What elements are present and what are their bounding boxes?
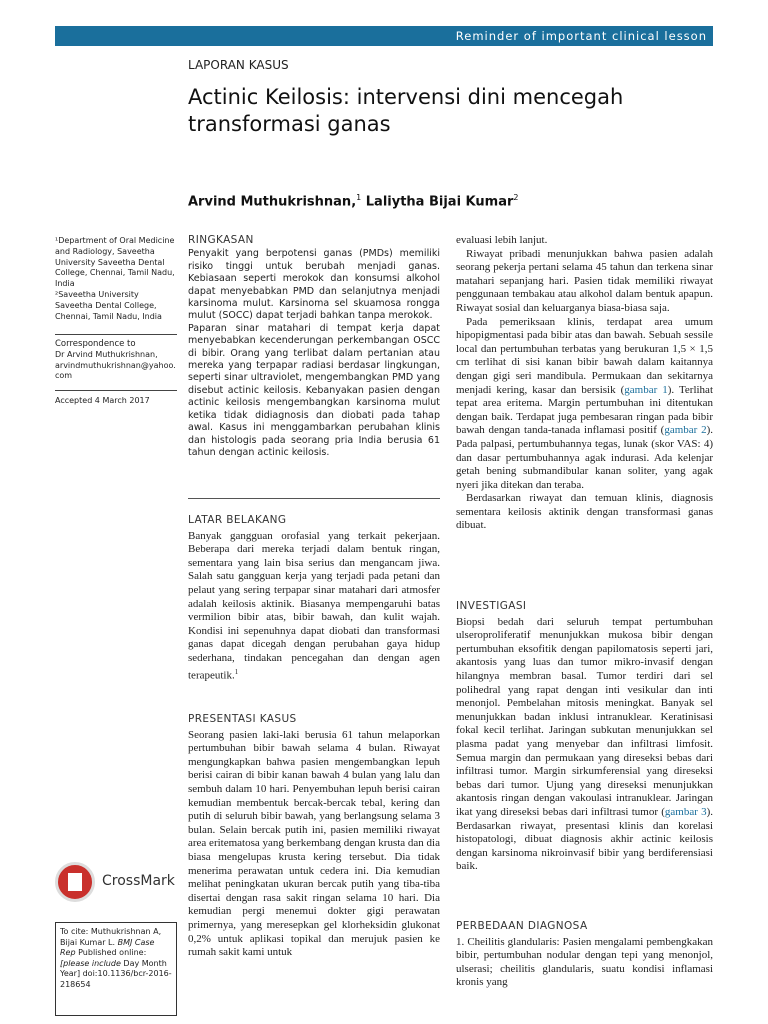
affiliations (55, 236, 177, 322)
top-banner: Reminder of important clinical lesson (55, 26, 713, 46)
background-section (188, 514, 440, 683)
author-list (188, 193, 518, 209)
citation-journal: BMJ Case Rep (60, 937, 155, 957)
correspondence-label: Correspondence to (55, 339, 136, 349)
investigation-heading: INVESTIGASI (456, 600, 527, 612)
citation-box (55, 922, 177, 1016)
investigation-text: ). Berdasarkan riwayat, presentasi klinis dan korelasi histopatologi, dibuat diagnosis akhir actinic keilosis dengan karsinoma nikroinvasif bibir yang berdiferensiasi baik. (456, 805, 713, 873)
differential-heading: PERBEDAAN DIAGNOSA (456, 920, 588, 932)
background-heading: LATAR BELAKANG (188, 514, 287, 526)
body-paragraph: Berdasarkan riwayat dan temuan klinis, diagnosis sementara keilosis aktinik dengan transformasi ganas dibuat. (456, 492, 713, 532)
crossmark-badge[interactable] (55, 860, 175, 910)
correspondence-email[interactable]: arvindmuthukrishnan@yahoo.com (55, 360, 176, 381)
citation-published: Published online: (78, 948, 147, 957)
differential-paragraph: 1. Cheilitis glandularis: Pasien mengalami pembengkakan bibir, pertumbuhan nodular dengan tepi yang menonjol, ulserasi; cheilitis glandularis, suatu kondisi inflamasi kronis yang (456, 935, 713, 989)
affiliation-2: ²Saveetha University Saveetha Dental College, Chennai, Tamil Nadu, India (55, 289, 162, 321)
accepted-date-text: Accepted 4 March 2017 (55, 396, 150, 405)
citation-prefix: To cite: Muthukrishnan A, Bijai Kumar L. (60, 927, 162, 947)
author-1-affiliation: 1 (356, 193, 362, 202)
abstract-paragraph: Paparan sinar matahari di tempat kerja dapat menyebabkan kecenderungan perkembangan OSCC di bibir. Orang yang terlibat dalam pertanian atau mereka yang terpapar radiasi berdasar lingkungan, seperti sinar ultraviolet, mengembangkan PMD yang disebut actinic keilosis. Kebanyakan pasien dengan actinic keilosis mengembangkan karsinoma mulut ketika tidak didiagnosis dan diobati pada tahap awal. Kasus ini menggambarkan perubahan klinis dan histologis pada seorang pria India berusia 61 tahun dengan actinic keilosis. (188, 322, 440, 458)
accepted-date (55, 396, 177, 407)
abstract-section (188, 234, 440, 459)
case-presentation-paragraph: Seorang pasien laki-laki berusia 61 tahun melaporkan pertumbuhan bibir bawah selama 4 bulan. Riwayat mengungkapkan bahwa pasien mengembangkan lepuh berisi cairan di bibir kanan bawah 4 bulan yang lalu dan sembuh dalam 10 hari. Penyembuhan lepuh berisi cairan kemudian membentuk bercak-bercak tebal, kering dan putih di seluruh bibir bawah, yang berlangsung selama 3 bulan. Selain bercak putih ini, pasien memiliki riwayat area eritematosa yang berkembang dengan krusta dan dia biasa mengelupas krusta kering tersebut. Dia tidak menerima perawatan untuk cedera ini. Dia kemudian melihat peningkatan ukuran bercak putih yang tiba-tiba disertai dengan rasa sakit ringan selama 10 hari. Dia kemudian pergi menemui dokter gigi perawatan primernya, yang meresepkan gel klorheksidin glukonat 0,2% untuk aplikasi topikal dan merujuk pasien ke rumah sakit kami untuk (188, 728, 440, 959)
reference-marker[interactable]: 1 (234, 667, 239, 676)
figure-2-link[interactable]: gambar 2 (664, 424, 707, 437)
citation-placeholder: [please include (60, 958, 121, 968)
article-title: Actinic Keilosis: intervensi dini mencegah transformasi ganas (188, 85, 624, 136)
crossmark-icon (55, 862, 95, 902)
case-presentation-section (188, 713, 440, 960)
author-1: Arvind Muthukrishnan, (188, 194, 357, 210)
correspondence (55, 339, 177, 382)
clinical-exam-text: Pada pemeriksaan klinis, terdapat area umum hipopigmentasi pada bibir atas dan bawah. Sebuah sessile local dan pertumbuhan terbatas yang berukuran 1,5 × 1,5 cm terlihat di sisi kanan bibir bawah dalam kaitannya dengan gigi seri mandibula. Permukaan dan sekitarnya menjadi kering, kasar dan bersisik ( (456, 315, 713, 396)
clinical-exam-paragraph (456, 316, 713, 493)
correspondence-name: Dr Arvind Muthukrishnan, (55, 349, 158, 359)
body-paragraph: evaluasi lebih lanjut. (456, 234, 548, 246)
figure-3-link[interactable]: gambar 3 (664, 805, 707, 818)
sidebar-divider (55, 390, 177, 391)
figure-1-link[interactable]: gambar 1 (624, 383, 668, 396)
background-text: Banyak gangguan orofasial yang terkait pekerjaan. Beberapa dari mereka terjadi dalam bentuk ringan, sementara yang lain bisa serius dan mengancam jiwa. Salah satu gangguan kerja yang terjadi pada petani dan pelaut yang sering terpapar sinar matahari dari atmosfer adalah keilosis aktinik. Biasanya mempengaruhi batas vermilion bibir atas, bibir bawah, dan kulit wajah. Kondisi ini sepenuhnya dapat diobati dan transformasi ganas dapat dicegah dengan perubahan gaya hidup sederhana, tindakan pencegahan dan dengan agen terapeutik. (188, 529, 440, 682)
investigation-section (456, 600, 713, 874)
author-2: Laliytha Bijai Kumar (365, 194, 514, 210)
affiliation-1: ¹Department of Oral Medicine and Radiology, Saveetha University Saveetha Dental College, Chennai, Tamil Nadu, India (55, 236, 175, 289)
abstract-divider (188, 498, 440, 499)
abstract-heading: RINGKASAN (188, 234, 254, 246)
author-2-affiliation: 2 (513, 193, 519, 202)
body-paragraph: Riwayat pribadi menunjukkan bahwa pasien adalah seorang pekerja pertani selama 45 tahun dan terkena sinar matahari sepanjang hari. Pasien tidak memiliki riwayat penggunaan tembakau atau alkohol dalam bentuk apapun. Riwayat sosial dan keluarganya biasa-biasa saja. (456, 247, 713, 314)
differential-diagnosis-section (456, 920, 713, 990)
article-type-label: LAPORAN KASUS (188, 58, 289, 72)
sidebar-divider (55, 334, 177, 335)
case-presentation-heading: PRESENTASI KASUS (188, 713, 297, 725)
background-paragraph (188, 530, 440, 683)
investigation-paragraph (456, 616, 713, 874)
abstract-paragraph: Penyakit yang berpotensi ganas (PMDs) memiliki risiko tinggi untuk berubah menjadi ganas. Kebiasaan seperti merokok dan konsumsi alkohol dapat menyebabkan PMD dan selanjutnya menjadi karsinoma mulut. Karsinoma sel skuamosa rongga mulut (SOCC) dapat terjadi bahkan tanpa merokok. (188, 248, 440, 322)
right-column (456, 234, 713, 533)
investigation-text: Biopsi bedah dari seluruh tempat pertumbuhan ulseroproliferatif menunjukkan mukosa bibir dengan pertumbuhan eksofitik dengan papilomatosis seperti jari, akantosis yang luas dan tumor mikro-invasif dengan hilangnya membran basal. Tumor terdiri dari sel polihedral yang rapat dengan inti vesikular dan inti menonjol. Pembelahan mitosis meningkat. Banyak sel menunjukkan badan inklusi intranuklear. Keratinisasi fokal kecil terlihat. Jaringan subkutan menunjukkan sel plasma padat yang menyebar dan infiltrasi limfosit. Semua margin dan permukaan yang direseksi bebas dari infiltrasi tumor. Margin sirkumferensial yang direseksi bebas dari tumor. Ujung yang direseksi menunjukkan akantosis ringan dengan vakoulasi intranuklear. Jaringan ikat yang direseksi bebas dari infiltrasi tumor ( (456, 615, 713, 818)
clinical-exam-text: ). Pada palpasi, pertumbuhannya tegas, lunak (skor VAS: 4) dan dasar pertumbuhannya agak indurasi. Ada kelenjar getah bening submandibular kanan soliter, yang agak nyeri jika ditekan dan teraba. (456, 424, 714, 491)
citation-doi: Day Month Year] doi:10.1136/bcr-2016-218654 (60, 958, 172, 989)
crossmark-label: CrossMark (102, 873, 175, 889)
clinical-exam-text: ). Terlihat tepat area eritema. Margin pertumbuhan ini ditentukan dengan baik. Terdapat juga pembesaran ringan pada bibir bawah dengan tanda-tanada inflamasi positif ( (456, 383, 713, 437)
